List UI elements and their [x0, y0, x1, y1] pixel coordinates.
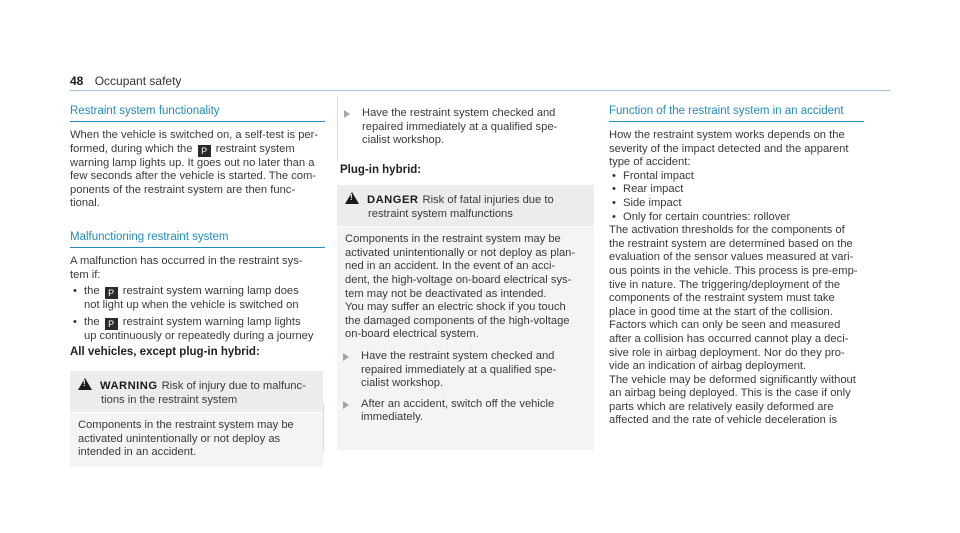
list-item: • Side impact: [609, 197, 874, 211]
box-edge: [337, 97, 338, 161]
restraint-system-icon: P: [105, 318, 118, 330]
danger-header: !DANGER Risk of fatal injuries due to restraint system malfunctions: [337, 185, 594, 226]
page-number: 48: [70, 74, 84, 88]
step-arrow-icon: [343, 401, 349, 409]
heading-underline: [70, 247, 325, 248]
step-arrow-icon: [343, 353, 349, 361]
heading-functionality: Restraint system functionality: [70, 105, 325, 119]
step-item: After an accident, switch off the vehicle immediately.: [339, 398, 586, 425]
box-edge: [323, 403, 324, 453]
danger-box: [337, 185, 594, 442]
accident-type-list: [609, 170, 874, 224]
column-right: [609, 105, 864, 119]
restraint-system-icon: P: [105, 287, 118, 299]
column-left-malfunction: [70, 231, 325, 245]
warning-title: WARNING: [100, 380, 158, 392]
list-item: • Frontal impact: [609, 170, 874, 184]
heading-malfunction: Malfunctioning restraint system: [70, 231, 325, 245]
heading-all-vehicles: All vehicles, except plug-in hybrid:: [70, 346, 260, 358]
warning-box: [70, 371, 323, 467]
functionality-text: When the vehicle is switched on, a self-test is per- formed, during which the P restraint system warning lamp lights up. It goes out no later than a few seconds after the vehicle is started. The com- ponents of the restraint system are then func- tional.: [70, 129, 319, 210]
section-title: Occupant safety: [94, 74, 182, 88]
heading-underline: [70, 121, 325, 122]
restraint-system-icon: P: [198, 145, 211, 157]
heading-plug-in-hybrid: Plug-in hybrid:: [340, 164, 422, 176]
warning-triangle-icon: [345, 192, 359, 204]
step-item: Have the restraint system checked and repaired immediately at a qualified spe- cialist workshop.: [339, 350, 586, 391]
malfunction-list: [70, 285, 330, 343]
list-item: • the P restraint system warning lamp lights up continuously or repeatedly during a journey: [70, 316, 330, 344]
heading-underline: [609, 121, 864, 122]
function-accident-text: How the restraint system works depends on the severity of the impact detected and the apparent type of accident: • Frontal impact • Rear impact • Side impact • Only for certain countries: rollover The activation thresholds for the components of the restraint system are determined based on the evaluation of the sensor values measured at vari- ous points in the vehicle. This process is pre-emp- tive in nature. The triggering/deployment of the components of the restraint system must take place in good time at the start of the collision. Factors which can only be seen and measured after a collision has occurred cannot play a deci- sive role in airbag deployment. Nor do they pro- vide an indication of airbag deployment. The vehicle may be deformed significantly without an airbag being deployed. This is the case if only parts which are relatively easily deformed are affected and the rate of vehicle deceleration is: [609, 129, 874, 428]
warning-body: Components in the restraint system may be activated unintentionally or not deploy as intended in an accident.: [70, 412, 323, 467]
list-item: • Only for certain countries: rollover: [609, 211, 874, 225]
warning-triangle-icon: [78, 378, 92, 390]
malfunction-text: A malfunction has occurred in the restraint sys- tem if: • the P restraint system warning lamp does not light up when the vehicle is switched on • the P restraint system warning lamp lights up continuously or repeatedly during a journey: [70, 255, 330, 343]
heading-function-accident: Function of the restraint system in an accident: [609, 105, 864, 119]
list-item: • the P restraint system warning lamp does not light up when the vehicle is switched on: [70, 285, 330, 313]
column-left: [70, 105, 325, 119]
header-divider: [70, 90, 890, 91]
danger-body: Components in the restraint system may be activated unintentionally or not deploy as plan- ned in an accident. In the event of an acci- dent, the high-voltage on-board electrical sys- tem may not be deactivated as intended. You may suffer an electric shock if you touch the damaged components of the high-voltage on-board electrical system. Have the restraint system checked and repaired immediately at a qualified spe- cialist workshop. After an accident, switch off the vehicle immediately.: [337, 226, 594, 450]
step-arrow-icon: [344, 110, 350, 118]
warning-header: !WARNING Risk of injury due to malfunc- tions in the restraint system: [70, 371, 323, 412]
page-header: [70, 75, 181, 89]
danger-title: DANGER: [367, 194, 419, 206]
step-item: Have the restraint system checked and repaired immediately at a qualified spe- cialist workshop.: [340, 107, 612, 148]
list-item: • Rear impact: [609, 183, 874, 197]
